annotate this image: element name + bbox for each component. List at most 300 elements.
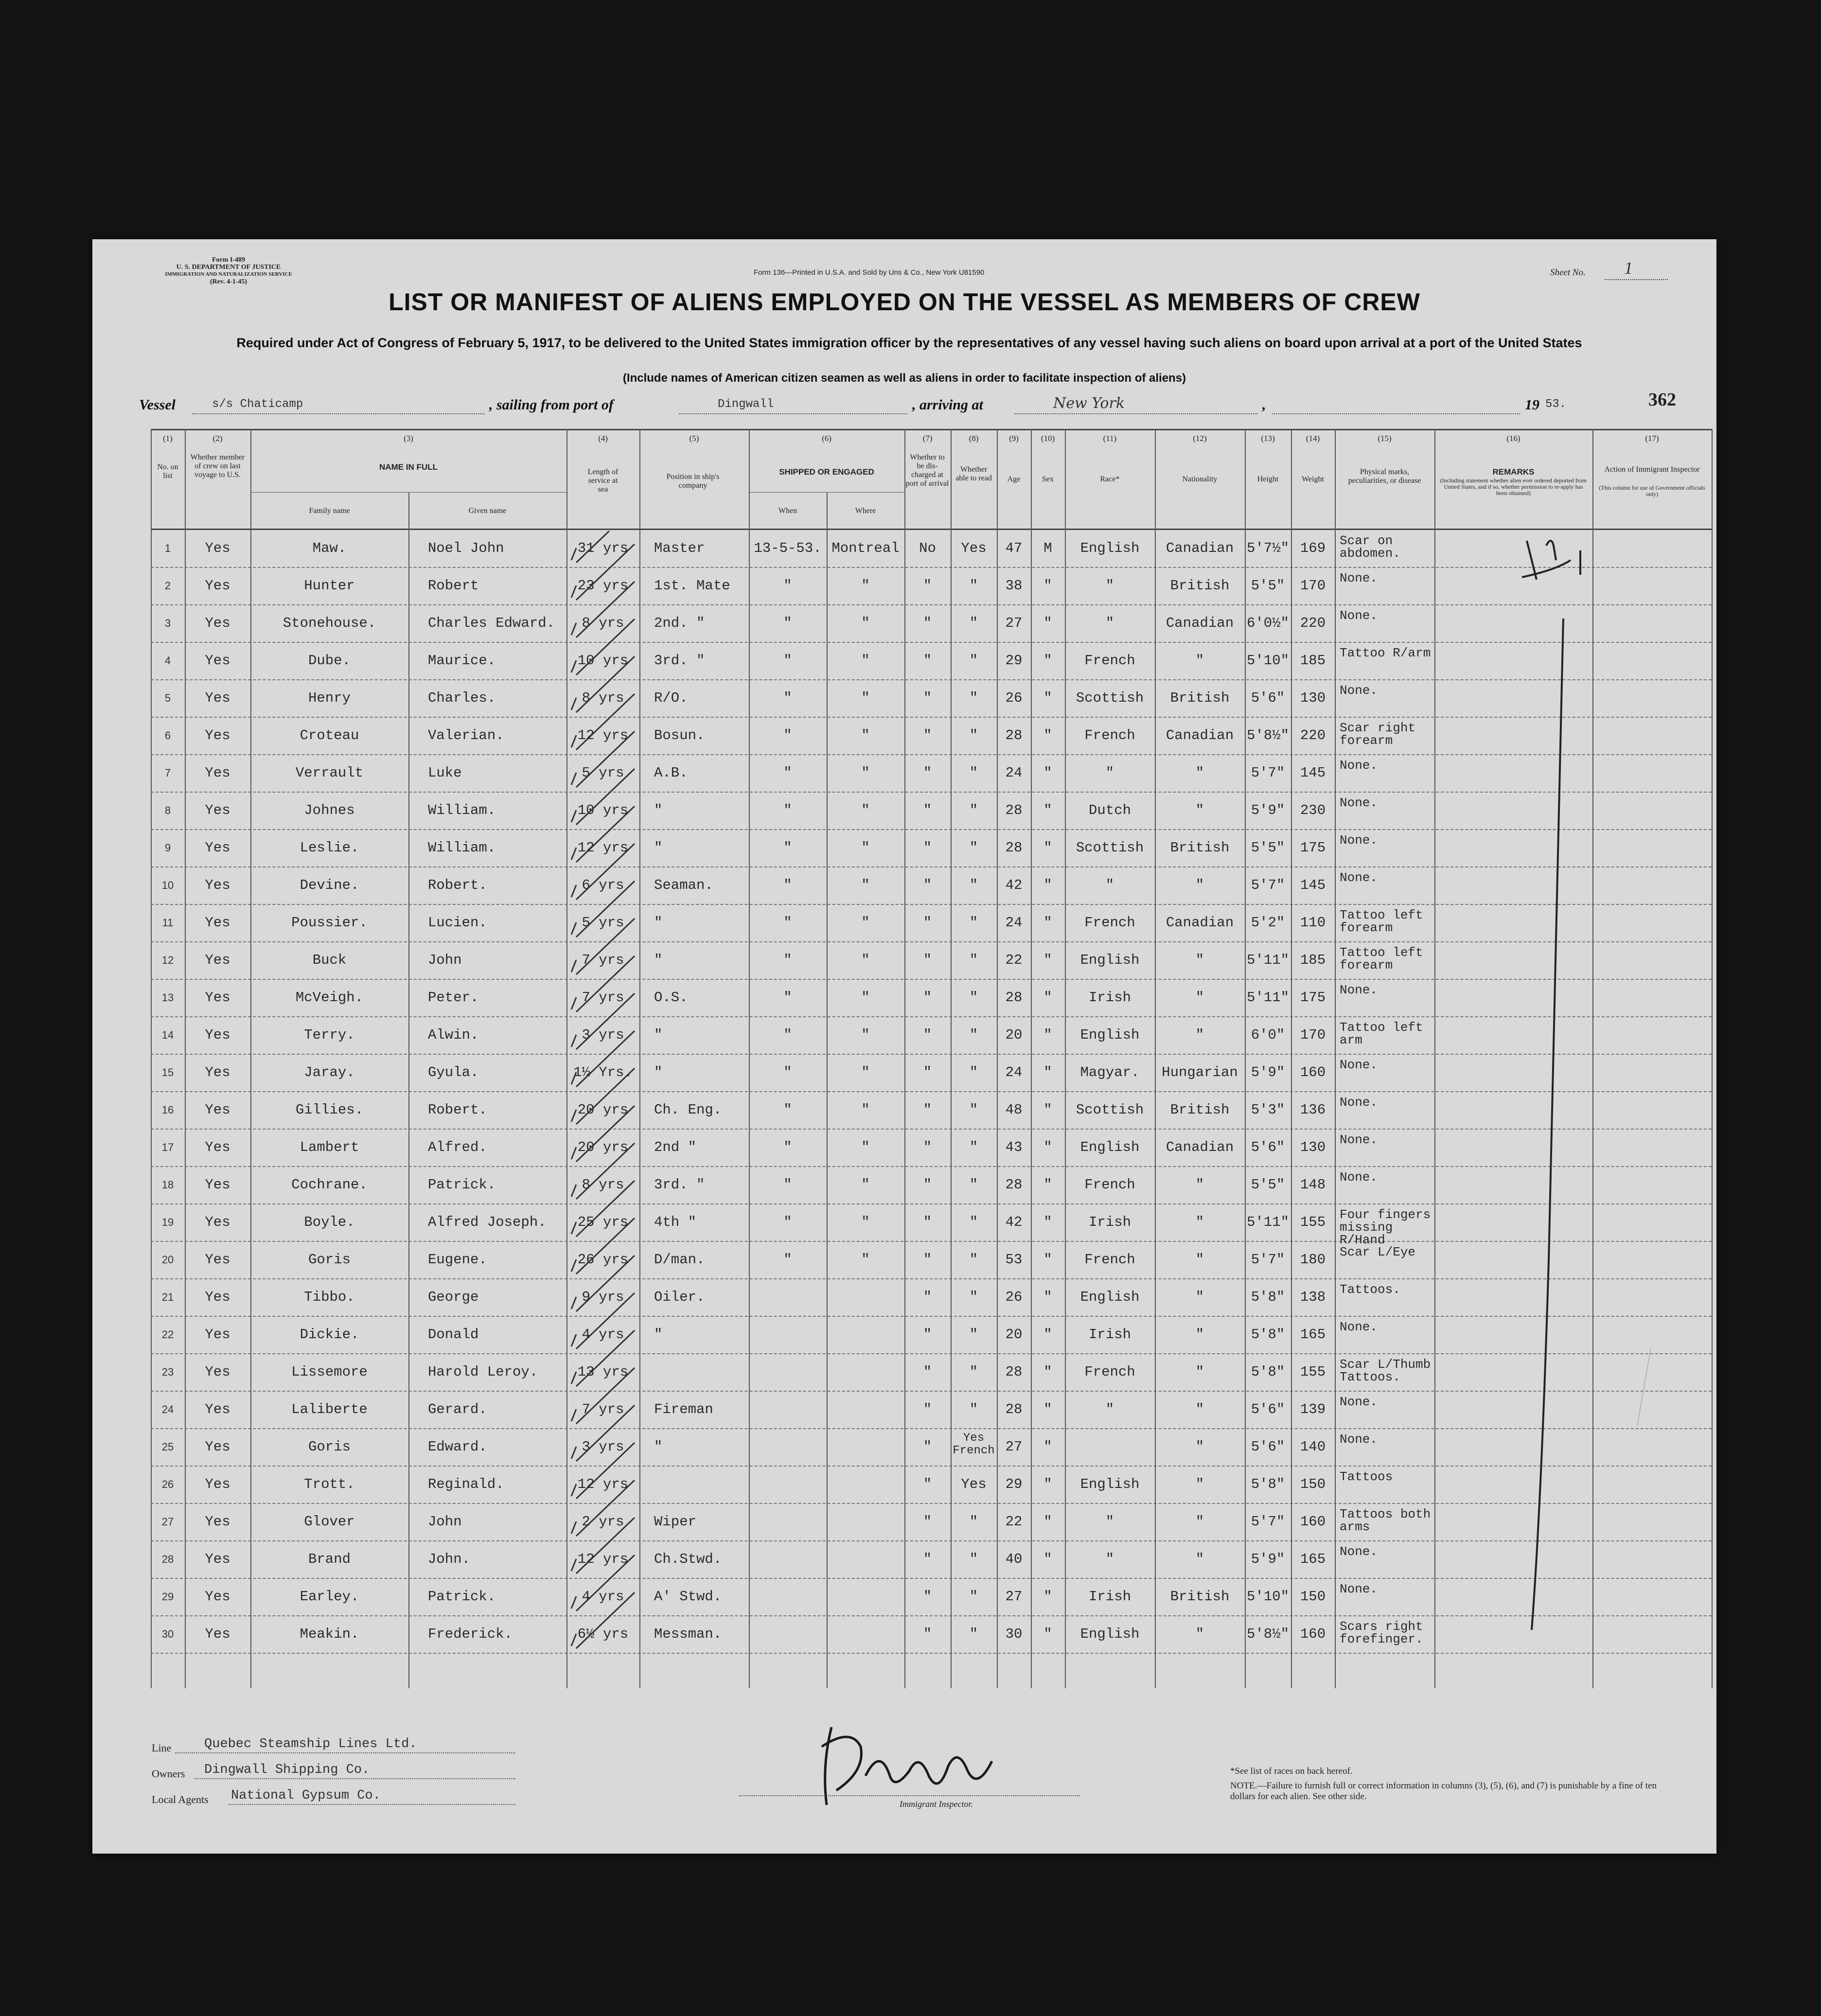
cell-read: " (969, 1252, 978, 1268)
cell-given: Gyula. (428, 1064, 479, 1080)
cell-marks: None. (1340, 608, 1378, 623)
cell-read: " (969, 578, 978, 594)
cell-read: " (969, 1326, 978, 1343)
agents-label: Local Agents (152, 1793, 209, 1805)
col4-number: (4) (598, 434, 608, 443)
cell-disch: " (923, 1476, 932, 1492)
year-label: 19 (1525, 397, 1539, 413)
cell-age: 24 (1005, 765, 1023, 781)
cell-weight: 110 (1300, 915, 1326, 931)
cell-age: 24 (1005, 915, 1023, 931)
sheet-number: 1 (1624, 258, 1633, 278)
cell-when: 13-5-53. (754, 540, 822, 556)
cell-disch: " (923, 952, 932, 968)
cell-read: " (969, 1289, 978, 1305)
col3-label: NAME IN FULL (379, 462, 438, 472)
cell-service: 5 yrs (582, 765, 624, 781)
cell-where: " (861, 727, 870, 743)
page-title: LIST OR MANIFEST OF ALIENS EMPLOYED ON THE VESSEL AS MEMBERS OF CREW (389, 288, 1420, 316)
cell-marks: None. (1340, 571, 1378, 585)
cell-disch: " (923, 990, 932, 1006)
cell-disch: " (923, 915, 932, 931)
cell-given: Valerian. (428, 727, 504, 743)
cell-weight: 160 (1300, 1514, 1326, 1530)
cell-height: 5'7" (1251, 1514, 1285, 1530)
cell-age: 28 (1005, 1364, 1023, 1380)
cell-nat: " (1195, 653, 1204, 669)
column-rule (827, 492, 828, 1688)
cell-age: 22 (1005, 1514, 1023, 1530)
cell-when: " (783, 990, 792, 1006)
col10-number: (10) (1041, 434, 1055, 443)
col13-number: (13) (1261, 434, 1275, 443)
cell-service: 6½ yrs (577, 1626, 629, 1642)
cell-age: 38 (1005, 578, 1023, 594)
cell-read: " (969, 1626, 978, 1642)
sailing-port: Dingwall (718, 398, 774, 411)
line-label: Line (152, 1742, 172, 1754)
cell-disch: " (923, 1177, 932, 1193)
cell-sex: " (1043, 765, 1052, 781)
cell-where: " (861, 1064, 870, 1080)
col3-family-label: Family name (309, 507, 350, 515)
cell-where: Montreal (831, 540, 900, 556)
cell-height: 5'8" (1251, 1364, 1285, 1380)
cell-age: 28 (1005, 727, 1023, 743)
cell-height: 5'5" (1251, 1177, 1285, 1193)
cell-read: " (969, 653, 978, 669)
cell-weight: 140 (1300, 1439, 1326, 1455)
cell-weight: 130 (1300, 1139, 1326, 1155)
cell-service: 12 yrs (577, 840, 629, 856)
cell-nat: Canadian (1166, 615, 1234, 631)
cell-read: " (969, 1027, 978, 1043)
cell-family: Cochrane. (291, 1177, 368, 1193)
cell-given: Patrick. (428, 1177, 496, 1193)
printer-line: Form 136—Printed in U.S.A. and Sold by Uns & Co., New York U81590 (754, 268, 985, 277)
cell-when: " (783, 877, 792, 893)
cell-nat: " (1195, 1439, 1204, 1455)
cell-given: George (428, 1289, 479, 1305)
cell-no: 11 (162, 917, 174, 929)
cell-no: 30 (161, 1628, 174, 1640)
cell-read: " (969, 1064, 978, 1080)
cell-marks: None. (1340, 1170, 1378, 1185)
cell-age: 53 (1005, 1252, 1023, 1268)
cell-last: Yes (205, 802, 230, 818)
cell-race: Irish (1088, 1589, 1131, 1605)
cell-age: 26 (1005, 690, 1023, 706)
cell-family: Lissemore (291, 1364, 368, 1380)
col16-sub: (Including statement whether alien ever ordered deported from United States, and if so, whether permission to re-apply has been obtained) (1440, 477, 1587, 496)
arriving-port: New York (1053, 395, 1125, 412)
cell-last: Yes (205, 1589, 230, 1605)
cell-last: Yes (205, 578, 230, 594)
cell-given: John (428, 952, 462, 968)
cell-read: " (969, 877, 978, 893)
cell-sex: " (1043, 1102, 1052, 1118)
cell-service: 6 yrs (582, 877, 624, 893)
cell-given: Robert. (428, 877, 487, 893)
cell-sex: " (1043, 1626, 1052, 1642)
cell-race: English (1080, 540, 1140, 556)
cell-family: Johnes (304, 802, 355, 818)
cell-race: " (1105, 765, 1114, 781)
cell-race: " (1105, 1401, 1114, 1417)
cell-last: Yes (205, 765, 230, 781)
cell-sex: " (1043, 1214, 1052, 1230)
cell-read: " (969, 1139, 978, 1155)
cell-no: 18 (161, 1179, 174, 1191)
cell-position: " (654, 1326, 663, 1343)
cell-height: 5'7" (1251, 1252, 1285, 1268)
cell-race: Scottish (1076, 690, 1144, 706)
vessel-line: Vessel s/s Chaticamp , sailing from port of Dingwall , arriving at New York , 19 53. (139, 394, 1680, 415)
cell-height: 5'6" (1251, 690, 1285, 706)
cell-last: Yes (205, 1139, 230, 1155)
cell-disch: " (923, 1439, 932, 1455)
cell-sex: " (1043, 1589, 1052, 1605)
col15-number: (15) (1378, 434, 1392, 443)
cell-nat: " (1195, 952, 1204, 968)
cell-where: " (861, 840, 870, 856)
cell-service: 12 yrs (577, 727, 629, 743)
column-rule (250, 429, 251, 1688)
cell-last: Yes (205, 1514, 230, 1530)
col1-label: No. on list (157, 463, 178, 480)
agents-value: National Gypsum Co. (231, 1788, 381, 1803)
col9-label: Age (1007, 475, 1021, 483)
col10-label: Sex (1042, 475, 1054, 483)
cell-height: 5'7½" (1246, 540, 1289, 556)
cell-marks: Four fingers missing R/Hand (1340, 1207, 1431, 1247)
cell-last: Yes (205, 952, 230, 968)
cell-service: 12 yrs (577, 1476, 629, 1492)
cell-nat: British (1170, 690, 1230, 706)
cell-read: " (969, 727, 978, 743)
cell-family: Hunter (304, 578, 355, 594)
cell-race: French (1084, 727, 1135, 743)
cell-service: 25 yrs (577, 1214, 629, 1230)
cell-given: Reginald. (428, 1476, 504, 1492)
cell-family: Dickie. (300, 1326, 359, 1343)
cell-family: Maw. (312, 540, 347, 556)
cell-nat: Canadian (1166, 1139, 1234, 1155)
cell-weight: 180 (1300, 1252, 1326, 1268)
cell-position: Bosun. (654, 727, 705, 743)
cell-sex: " (1043, 915, 1052, 931)
cell-age: 43 (1005, 1139, 1023, 1155)
cell-disch: " (923, 578, 932, 594)
cell-marks: Tattoos (1340, 1469, 1393, 1484)
cell-race: French (1084, 1364, 1135, 1380)
cell-disch: " (923, 840, 932, 856)
cell-where: " (861, 990, 870, 1006)
cell-service: 13 yrs (577, 1364, 629, 1380)
cell-position: 2nd " (654, 1139, 697, 1155)
cell-marks: None. (1340, 1395, 1378, 1409)
cell-age: 48 (1005, 1102, 1023, 1118)
cell-last: Yes (205, 1027, 230, 1043)
cell-position: A' Stwd. (654, 1589, 722, 1605)
cell-family: Lambert (300, 1139, 359, 1155)
cell-service: 4 yrs (582, 1326, 624, 1343)
col12-label: Nationality (1182, 475, 1218, 483)
cell-where: " (861, 1252, 870, 1268)
cell-where: " (861, 653, 870, 669)
cell-sex: " (1043, 802, 1052, 818)
cell-sex: " (1043, 1139, 1052, 1155)
cell-last: Yes (205, 877, 230, 893)
cell-last: Yes (205, 653, 230, 669)
cell-read: " (969, 1364, 978, 1380)
cell-race: " (1105, 1551, 1114, 1567)
cell-height: 5'8½" (1246, 727, 1289, 743)
cell-no: 19 (161, 1216, 174, 1228)
cell-height: 5'7" (1251, 765, 1285, 781)
cell-when: " (783, 1214, 792, 1230)
cell-marks: Scars right forefinger. (1340, 1619, 1423, 1646)
cell-read: Yes (961, 1476, 987, 1492)
cell-service: 7 yrs (582, 952, 624, 968)
include-note: (Include names of American citizen seamen as well as aliens in order to facilitate inspection of aliens) (622, 371, 1186, 385)
cell-given: John (428, 1514, 462, 1530)
cell-given: Alfred. (428, 1139, 487, 1155)
cell-family: Brand (308, 1551, 351, 1567)
cell-weight: 160 (1300, 1626, 1326, 1642)
cell-age: 27 (1005, 1589, 1023, 1605)
cell-sex: " (1043, 1252, 1052, 1268)
cell-no: 28 (161, 1553, 174, 1565)
cell-nat: " (1195, 1289, 1204, 1305)
cell-weight: 145 (1300, 765, 1326, 781)
cell-last: Yes (205, 615, 230, 631)
cell-last: Yes (205, 1064, 230, 1080)
cell-race: Irish (1088, 1214, 1131, 1230)
cell-height: 5'6" (1251, 1439, 1285, 1455)
cell-disch: No (919, 540, 936, 556)
cell-given: Gerard. (428, 1401, 487, 1417)
cell-last: Yes (205, 690, 230, 706)
cell-position: " (654, 802, 663, 818)
cell-position: " (654, 840, 663, 856)
cell-disch: " (923, 1064, 932, 1080)
cell-race: French (1084, 1177, 1135, 1193)
cell-weight: 136 (1300, 1102, 1326, 1118)
cell-read: " (969, 915, 978, 931)
cell-weight: 185 (1300, 653, 1326, 669)
cell-service: 31 yrs (577, 540, 629, 556)
cell-last: Yes (205, 1177, 230, 1193)
cell-disch: " (923, 1289, 932, 1305)
column-rule (1245, 429, 1246, 1688)
cell-read: " (969, 1589, 978, 1605)
cell-position: 1st. Mate (654, 578, 730, 594)
fine-note: NOTE.—Failure to furnish full or correct information in columns (3), (5), (6), and (7) is punishable by a fine of ten dollars for each alien. See other side. (1230, 1781, 1657, 1802)
page-number: 362 (1648, 389, 1676, 410)
cell-marks: Tattoo left forearm (1340, 908, 1423, 935)
cell-disch: " (923, 1514, 932, 1530)
cell-where: " (861, 578, 870, 594)
cell-disch: " (923, 765, 932, 781)
cell-sex: " (1043, 1514, 1052, 1530)
cell-height: 5'6" (1251, 1401, 1285, 1417)
cell-disch: " (923, 727, 932, 743)
column-rule (1065, 429, 1066, 1688)
cell-nat: Canadian (1166, 915, 1234, 931)
cell-weight: 165 (1300, 1326, 1326, 1343)
cell-weight: 160 (1300, 1064, 1326, 1080)
vessel-name: s/s Chaticamp (212, 398, 303, 411)
cell-when: " (783, 802, 792, 818)
cell-height: 5'11" (1246, 990, 1289, 1006)
cell-height: 5'9" (1251, 1551, 1285, 1567)
cell-family: Laliberte (291, 1401, 368, 1417)
cell-age: 28 (1005, 990, 1023, 1006)
check-strokes (566, 531, 751, 1649)
cell-age: 42 (1005, 1214, 1023, 1230)
cell-race: English (1080, 1476, 1140, 1492)
cell-read: " (969, 1551, 978, 1567)
cell-read: " (969, 952, 978, 968)
cell-height: 5'8½" (1246, 1626, 1289, 1642)
cell-marks: Scar L/Thumb Tattoos. (1340, 1357, 1431, 1384)
col14-number: (14) (1306, 434, 1320, 443)
column-rule (1155, 429, 1156, 1688)
cell-read: " (969, 990, 978, 1006)
cell-weight: 185 (1300, 952, 1326, 968)
cell-read: " (969, 615, 978, 631)
cell-read: " (969, 690, 978, 706)
cell-when: " (783, 1139, 792, 1155)
remarks-handwriting (1434, 531, 1592, 1649)
column-rule (749, 429, 750, 1688)
cell-when: " (783, 653, 792, 669)
cell-race: Irish (1088, 990, 1131, 1006)
cell-nat: " (1195, 990, 1204, 1006)
cell-marks: Tattoo R/arm (1340, 646, 1431, 660)
cell-sex: " (1043, 1027, 1052, 1043)
cell-race: Scottish (1076, 840, 1144, 856)
cell-service: 10 yrs (577, 653, 629, 669)
col6-number: (6) (822, 434, 831, 443)
cell-no: 15 (161, 1066, 174, 1079)
cell-service: 26 yrs (577, 1252, 629, 1268)
inspector-label: Immigrant Inspector. (900, 1799, 973, 1809)
col6-when-label: When (778, 507, 797, 515)
cell-family: Croteau (300, 727, 359, 743)
cell-position: O.S. (654, 990, 688, 1006)
cell-when: " (783, 1064, 792, 1080)
cell-sex: " (1043, 1289, 1052, 1305)
cell-race: French (1084, 653, 1135, 669)
cell-disch: " (923, 615, 932, 631)
cell-service: 1½ Yrs. (573, 1064, 633, 1080)
cell-nat: " (1195, 1476, 1204, 1492)
cell-sex: " (1043, 990, 1052, 1006)
cell-service: 23 yrs (577, 578, 629, 594)
col1-number: (1) (163, 434, 173, 443)
cell-last: Yes (205, 1439, 230, 1455)
cell-age: 29 (1005, 653, 1023, 669)
vessel-label: Vessel (139, 397, 176, 413)
cell-no: 3 (164, 617, 171, 629)
cell-no: 2 (164, 580, 171, 592)
cell-weight: 175 (1300, 840, 1326, 856)
cell-disch: " (923, 1102, 932, 1118)
cell-sex: " (1043, 1064, 1052, 1080)
cell-marks: None. (1340, 1058, 1378, 1072)
cell-sex: " (1043, 1401, 1052, 1417)
cell-nat: British (1170, 1589, 1230, 1605)
cell-no: 16 (161, 1104, 174, 1116)
col6-label: SHIPPED OR ENGAGED (779, 467, 874, 477)
cell-weight: 170 (1300, 1027, 1326, 1043)
cell-race: English (1080, 1139, 1140, 1155)
cell-given: Patrick. (428, 1589, 496, 1605)
cell-position: Ch. Eng. (654, 1102, 722, 1118)
cell-height: 5'2" (1251, 915, 1285, 931)
owners-value: Dingwall Shipping Co. (204, 1763, 370, 1777)
col12-number: (12) (1193, 434, 1207, 443)
cell-nat: " (1195, 1177, 1204, 1193)
cell-nat: British (1170, 1102, 1230, 1118)
cell-when: " (783, 615, 792, 631)
cell-no: 9 (164, 842, 171, 854)
col16-label: REMARKS (1492, 467, 1535, 477)
col11-label: Race* (1100, 475, 1120, 483)
cell-marks: None. (1340, 1582, 1378, 1596)
sheet-underline (1605, 279, 1668, 280)
column-rule (1335, 429, 1336, 1688)
cell-nat: British (1170, 578, 1230, 594)
cell-weight: 145 (1300, 877, 1326, 893)
cell-position: " (654, 915, 663, 931)
cell-when: " (783, 840, 792, 856)
cell-last: Yes (205, 727, 230, 743)
cell-position: 2nd. " (654, 615, 705, 631)
cell-disch: " (923, 1364, 932, 1380)
cell-no: 14 (161, 1029, 174, 1041)
col17-sub: (This column for use of Government officials only) (1599, 484, 1705, 497)
cell-marks: None. (1340, 1132, 1378, 1147)
cell-family: Glover (304, 1514, 355, 1530)
cell-nat: " (1195, 1626, 1204, 1642)
cell-sex: " (1043, 1551, 1052, 1567)
cell-race: " (1105, 1514, 1114, 1530)
cell-race: " (1105, 578, 1114, 594)
cell-given: Maurice. (428, 653, 496, 669)
cell-age: 28 (1005, 840, 1023, 856)
cell-position: Seaman. (654, 877, 713, 893)
cell-age: 22 (1005, 952, 1023, 968)
cell-no: 8 (164, 804, 171, 816)
cell-disch: " (923, 1626, 932, 1642)
cell-position: Messman. (654, 1626, 722, 1642)
cell-last: Yes (205, 915, 230, 931)
cell-race: Scottish (1076, 1102, 1144, 1118)
cell-service: 12 yrs (577, 1551, 629, 1567)
cell-disch: " (923, 1326, 932, 1343)
cell-read: Yes French (953, 1432, 995, 1457)
col8-label: Whether able to read (955, 465, 992, 482)
cell-family: Poussier. (291, 915, 368, 931)
cell-age: 40 (1005, 1551, 1023, 1567)
cell-last: Yes (205, 1214, 230, 1230)
cell-height: 5'11" (1246, 952, 1289, 968)
cell-service: 7 yrs (582, 990, 624, 1006)
cell-nat: Canadian (1166, 727, 1234, 743)
